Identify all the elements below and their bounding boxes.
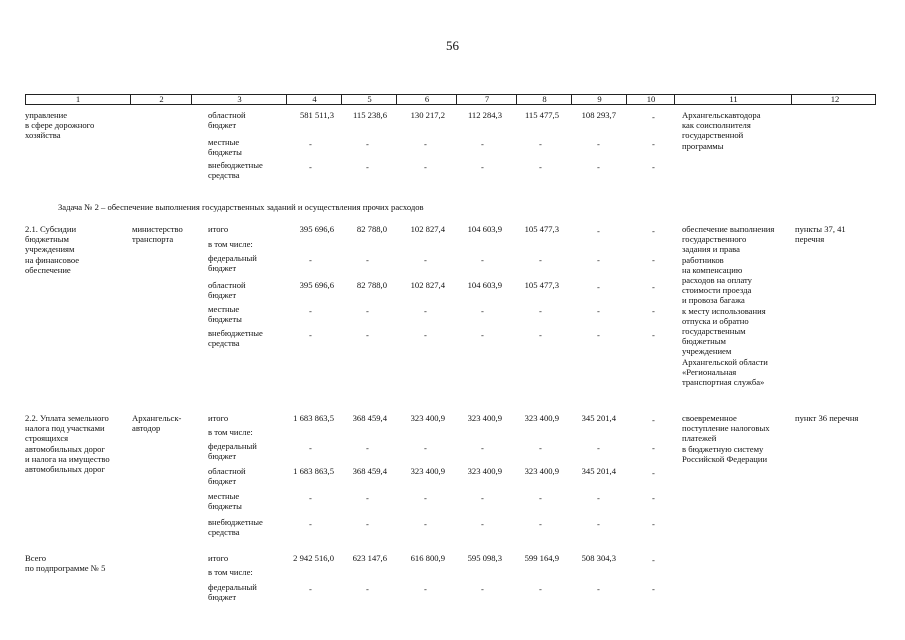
cell-v5: 368 459,4: [352, 466, 387, 476]
cell-v6: -: [424, 443, 427, 453]
header-col-3: 3: [191, 95, 287, 104]
cell-v9: 508 304,3: [581, 553, 616, 563]
cell-v4: 1 683 863,5: [293, 413, 334, 423]
cell-v4: -: [309, 139, 312, 149]
row-label: местные бюджеты: [208, 304, 242, 325]
row-label: внебюджетные средства: [208, 328, 263, 349]
cell-v8: 599 164,9: [524, 553, 559, 563]
cell-v5: 623 147,6: [352, 553, 387, 563]
cell-v10: -: [652, 555, 655, 565]
cell-v4: -: [309, 584, 312, 594]
cell-v4: 581 511,3: [299, 110, 334, 120]
cell-v4: -: [309, 493, 312, 503]
cell-v9: -: [597, 306, 600, 316]
header-col-11: 11: [674, 95, 792, 104]
header-col-8: 8: [516, 95, 572, 104]
cell-v8: -: [539, 162, 542, 172]
reference-items: пункт 36 перечня: [795, 413, 859, 423]
cell-v6: 323 400,9: [410, 413, 445, 423]
result-description: обеспечение выполнения государственного задания и права работников на компенсацию расходов на оплату стоимости проезда и провоза багажа к месту использования отпуска и обратно государственным бюджетным учреждением Архангельской области «Региональная транспортная служба»: [682, 224, 775, 388]
cell-v10: -: [652, 282, 655, 292]
cell-v5: -: [366, 139, 369, 149]
row-label: итого: [208, 413, 229, 423]
header-col-9: 9: [571, 95, 627, 104]
row-label: внебюджетные средства: [208, 517, 263, 538]
result-description: Архангельскавтодора как соисполнителя государственной программы: [682, 110, 761, 151]
row-label: местные бюджеты: [208, 137, 242, 158]
row-label: областной бюджет: [208, 280, 246, 301]
cell-v6: -: [424, 584, 427, 594]
cell-v6: -: [424, 306, 427, 316]
cell-v6: 102 827,4: [410, 280, 445, 290]
cell-v8: -: [539, 493, 542, 503]
cell-v5: -: [366, 493, 369, 503]
cell-v8: -: [539, 330, 542, 340]
cell-v9: -: [597, 584, 600, 594]
cell-v4: 395 696,6: [299, 224, 334, 234]
cell-v7: 323 400,9: [467, 466, 502, 476]
measure-name: управление в сфере дорожного хозяйства: [25, 110, 95, 141]
cell-v9: -: [597, 162, 600, 172]
cell-v10: -: [652, 226, 655, 236]
cell-v5: -: [366, 443, 369, 453]
cell-v10: -: [652, 584, 655, 594]
header-col-5: 5: [341, 95, 397, 104]
cell-v7: -: [481, 330, 484, 340]
cell-v8: -: [539, 139, 542, 149]
cell-v4: -: [309, 519, 312, 529]
cell-v8: -: [539, 306, 542, 316]
cell-v9: -: [597, 226, 600, 236]
cell-v5: -: [366, 255, 369, 265]
page-number: 56: [446, 38, 459, 53]
cell-v8: 115 477,5: [524, 110, 559, 120]
cell-v4: -: [309, 443, 312, 453]
cell-v9: -: [597, 139, 600, 149]
cell-v10: -: [652, 443, 655, 453]
header-col-2: 2: [130, 95, 192, 104]
cell-v10: -: [652, 330, 655, 340]
cell-v8: -: [539, 443, 542, 453]
cell-v7: 323 400,9: [467, 413, 502, 423]
cell-v6: -: [424, 493, 427, 503]
cell-v7: 104 603,9: [467, 224, 502, 234]
header-col-12: 12: [791, 95, 878, 104]
row-label: областной бюджет: [208, 466, 246, 487]
cell-v7: 595 098,3: [467, 553, 502, 563]
cell-v8: 323 400,9: [524, 413, 559, 423]
executor-name: министерство транспорта: [132, 224, 183, 245]
cell-v6: -: [424, 162, 427, 172]
cell-v9: -: [597, 493, 600, 503]
cell-v10: -: [652, 139, 655, 149]
cell-v9: -: [597, 330, 600, 340]
cell-v9: 345 201,4: [581, 413, 616, 423]
cell-v8: -: [539, 519, 542, 529]
cell-v4: 1 683 863,5: [293, 466, 334, 476]
cell-v8: 323 400,9: [524, 466, 559, 476]
cell-v6: -: [424, 139, 427, 149]
cell-v10: -: [652, 306, 655, 316]
result-description: своевременное поступление налоговых платежей в бюджетную систему Российской Федерации: [682, 413, 770, 464]
cell-v7: -: [481, 306, 484, 316]
cell-v6: 323 400,9: [410, 466, 445, 476]
cell-v8: -: [539, 255, 542, 265]
measure-name: 2.1. Субсидии бюджетным учреждениям на финансовое обеспечение: [25, 224, 80, 275]
row-label: в том числе:: [208, 239, 253, 249]
task-heading: Задача № 2 – обеспечение выполнения государственных заданий и осуществления прочих расходов: [58, 202, 424, 212]
cell-v9: 108 293,7: [581, 110, 616, 120]
row-label: областной бюджет: [208, 110, 246, 131]
cell-v9: -: [597, 282, 600, 292]
cell-v7: -: [481, 162, 484, 172]
row-label: внебюджетные средства: [208, 160, 263, 181]
cell-v4: 395 696,6: [299, 280, 334, 290]
measure-name: 2.2. Уплата земельного налога под участками строящихся автомобильных дорог и налога на имущество автомобильных дорог: [25, 413, 110, 475]
cell-v7: 112 284,3: [467, 110, 502, 120]
cell-v7: -: [481, 493, 484, 503]
cell-v6: -: [424, 255, 427, 265]
cell-v10: -: [652, 468, 655, 478]
cell-v4: -: [309, 306, 312, 316]
cell-v5: 82 788,0: [356, 224, 387, 234]
cell-v7: -: [481, 584, 484, 594]
cell-v7: 104 603,9: [467, 280, 502, 290]
cell-v10: -: [652, 255, 655, 265]
cell-v9: 345 201,4: [581, 466, 616, 476]
header-col-7: 7: [456, 95, 517, 104]
cell-v5: 82 788,0: [356, 280, 387, 290]
row-label: федеральный бюджет: [208, 441, 257, 462]
cell-v5: -: [366, 306, 369, 316]
cell-v7: -: [481, 139, 484, 149]
header-col-4: 4: [286, 95, 342, 104]
row-label: федеральный бюджет: [208, 253, 257, 274]
cell-v4: -: [309, 330, 312, 340]
cell-v5: -: [366, 519, 369, 529]
cell-v6: 130 217,2: [410, 110, 445, 120]
cell-v9: -: [597, 255, 600, 265]
cell-v4: 2 942 516,0: [293, 553, 334, 563]
cell-v10: -: [652, 519, 655, 529]
row-label: итого: [208, 224, 229, 234]
cell-v10: -: [652, 415, 655, 425]
cell-v7: -: [481, 255, 484, 265]
table-header-row: [25, 94, 876, 105]
row-label: в том числе:: [208, 567, 253, 577]
cell-v6: -: [424, 330, 427, 340]
cell-v5: 368 459,4: [352, 413, 387, 423]
header-col-10: 10: [626, 95, 675, 104]
cell-v6: -: [424, 519, 427, 529]
cell-v10: -: [652, 112, 655, 122]
header-col-1: 1: [75, 94, 81, 104]
cell-v7: -: [481, 443, 484, 453]
cell-v5: 115 238,6: [352, 110, 387, 120]
cell-v5: -: [366, 330, 369, 340]
total-label: Всего по подпрограмме № 5: [25, 553, 106, 574]
cell-v8: -: [539, 584, 542, 594]
cell-v8: 105 477,3: [524, 280, 559, 290]
row-label: итого: [208, 553, 229, 563]
reference-items: пункты 37, 41 перечня: [795, 224, 846, 245]
cell-v10: -: [652, 493, 655, 503]
cell-v5: -: [366, 584, 369, 594]
cell-v10: -: [652, 162, 655, 172]
cell-v8: 105 477,3: [524, 224, 559, 234]
cell-v4: -: [309, 162, 312, 172]
cell-v5: -: [366, 162, 369, 172]
cell-v7: -: [481, 519, 484, 529]
cell-v4: -: [309, 255, 312, 265]
executor-name: Архангельск- автодор: [132, 413, 182, 434]
cell-v9: -: [597, 443, 600, 453]
row-label: федеральный бюджет: [208, 582, 257, 603]
cell-v6: 102 827,4: [410, 224, 445, 234]
cell-v6: 616 800,9: [410, 553, 445, 563]
header-col-6: 6: [396, 95, 457, 104]
cell-v9: -: [597, 519, 600, 529]
row-label: местные бюджеты: [208, 491, 242, 512]
row-label: в том числе:: [208, 427, 253, 437]
